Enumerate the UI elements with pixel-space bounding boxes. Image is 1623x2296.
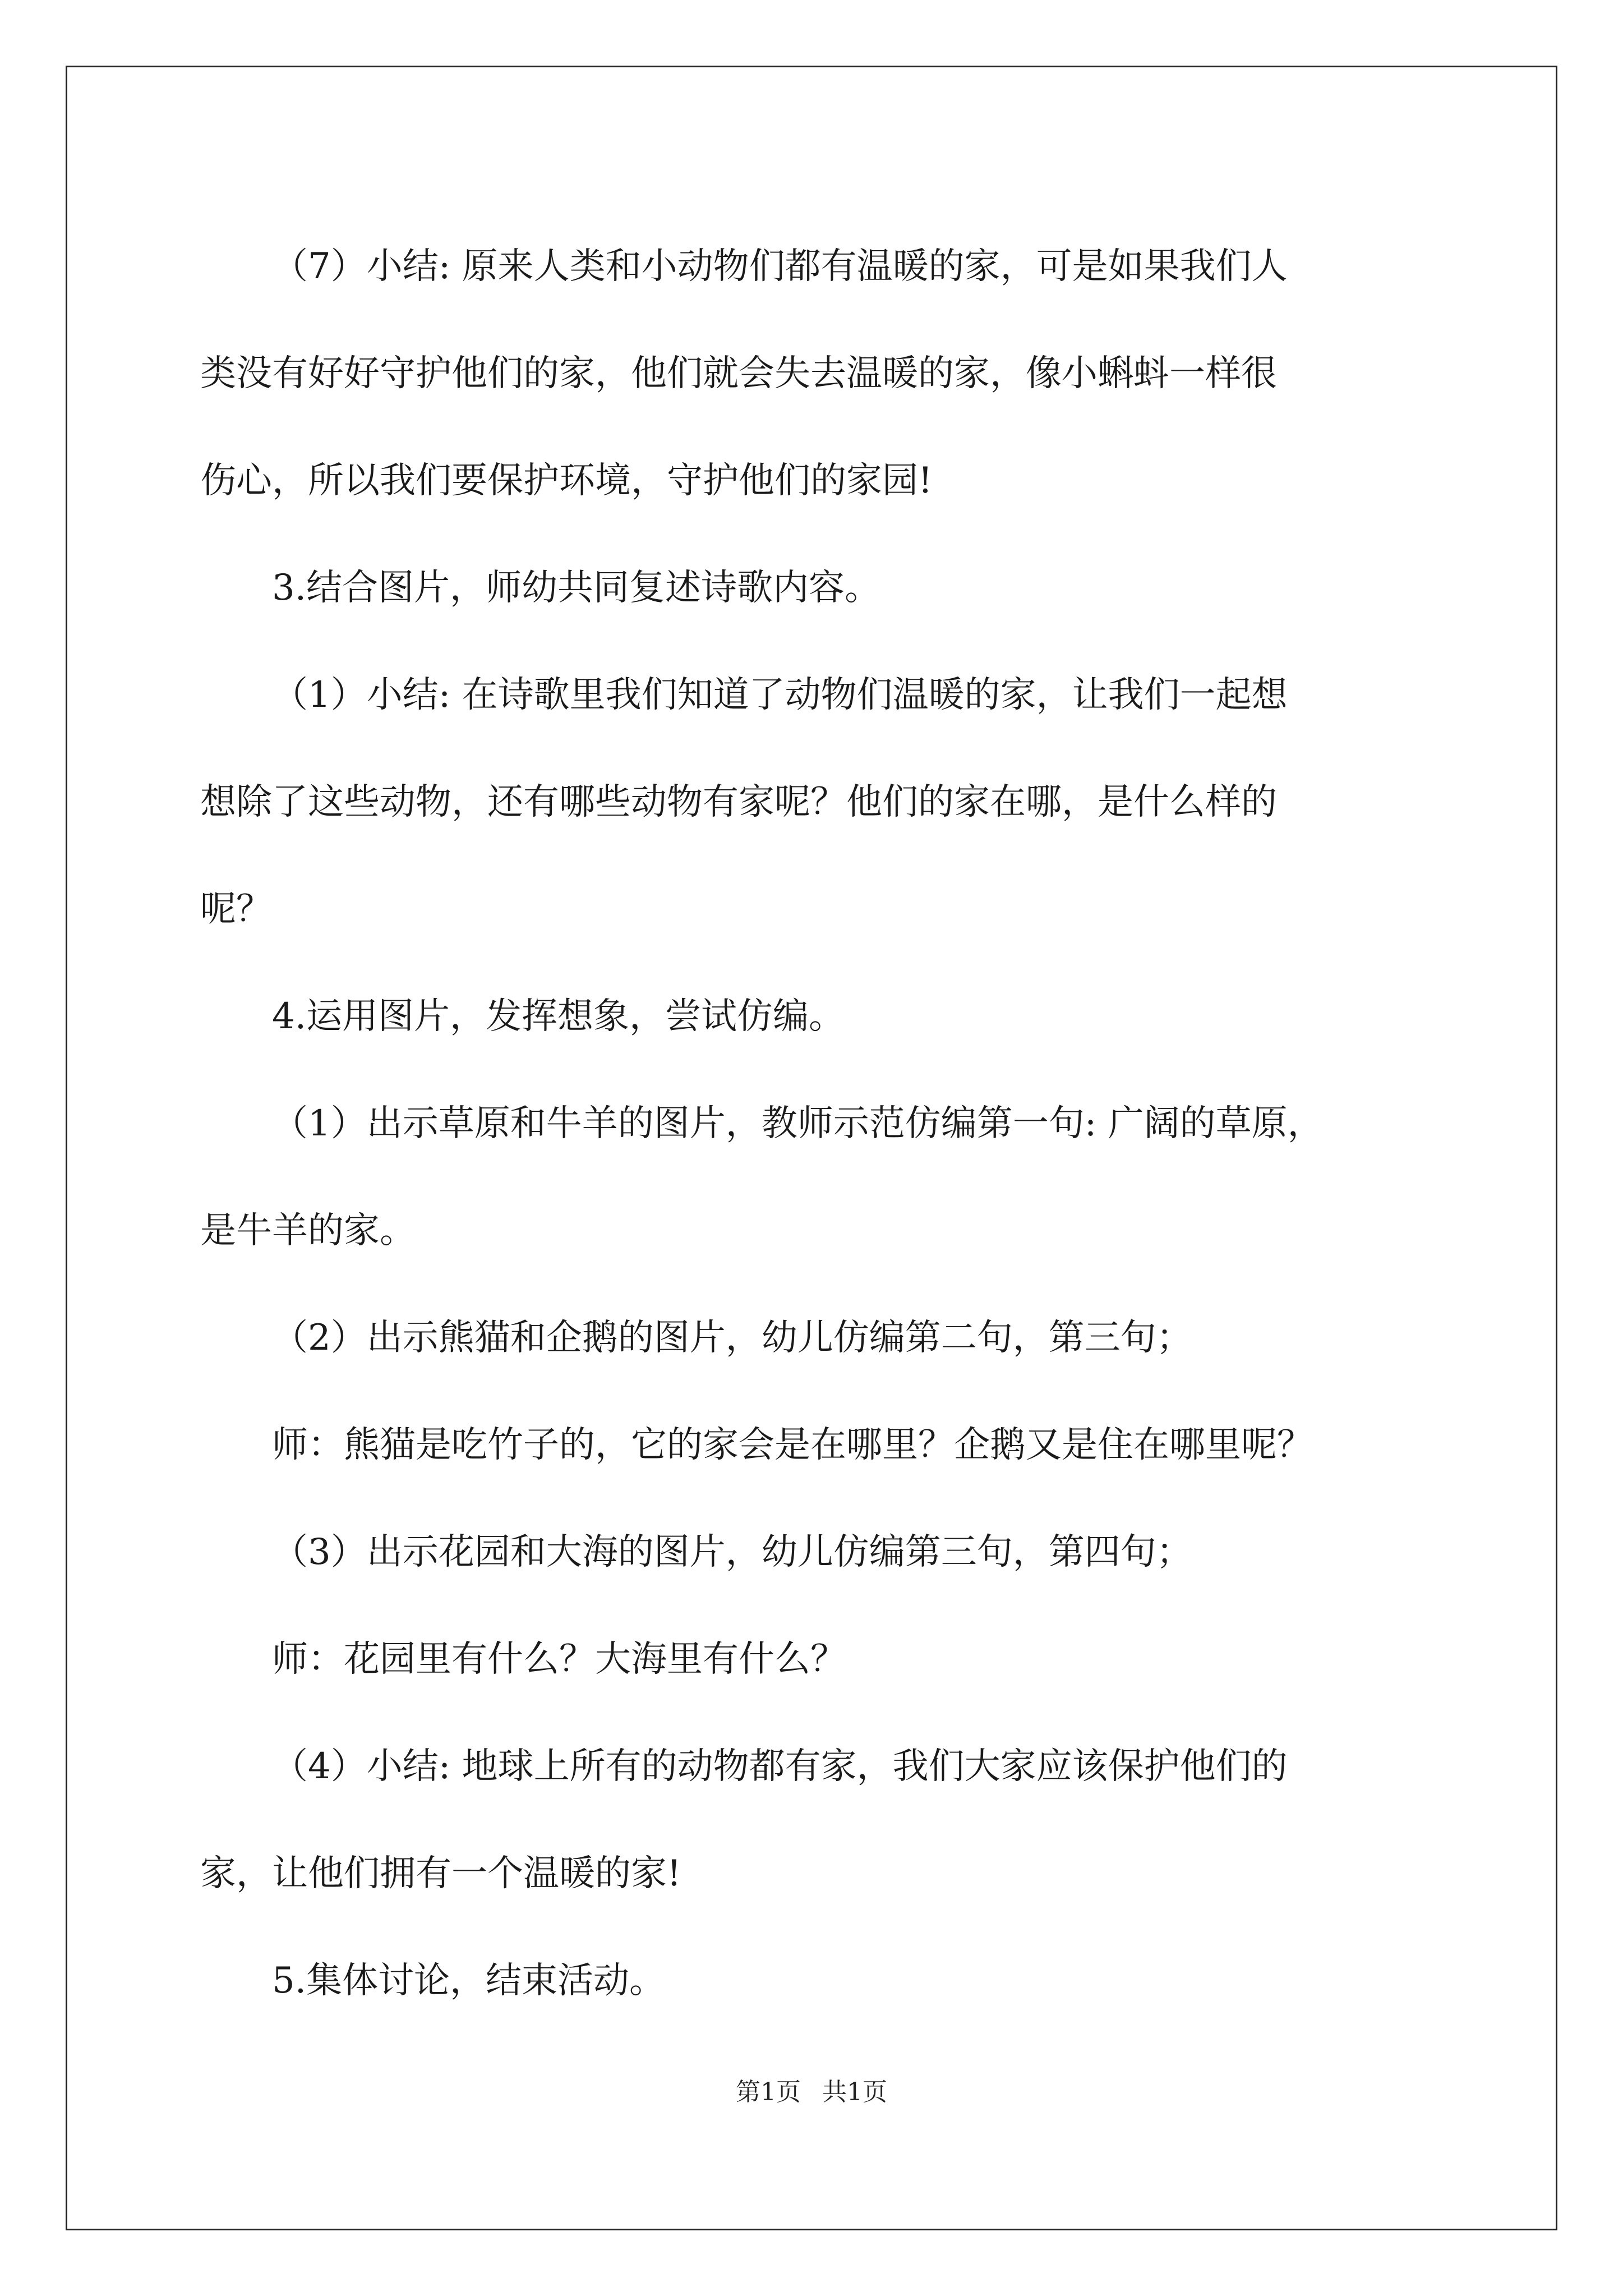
paragraph [200, 1392, 1434, 1499]
text-line: 呢？ [200, 889, 272, 930]
text-line: 想除了这些动物，还有哪些动物有家呢？他们的家在哪，是什么样的 [200, 781, 1277, 823]
paragraph [200, 1606, 1434, 1713]
paragraph [200, 535, 1434, 642]
text-line: 伤心，所以我们要保护环境，守护他们的家园! [200, 460, 933, 501]
text-line: 师：花园里有什么？大海里有什么？ [272, 1639, 846, 1680]
text-line: 5.集体讨论，结束活动。 [272, 1960, 666, 2001]
paragraph [200, 213, 1434, 535]
text-line: 是牛羊的家。 [200, 1210, 416, 1251]
text-line: 类没有好好守护他们的家，他们就会失去温暖的家，像小蝌蚪一样很 [200, 353, 1277, 394]
paragraph [200, 642, 1434, 963]
text-line: （7）小结: 原来人类和小动物们都有温暖的家，可是如果我们人 [272, 246, 1288, 287]
text-line: 师：熊猫是吃竹子的，它的家会是在哪里？企鹅又是住在哪里呢？ [272, 1424, 1313, 1466]
paragraph [200, 1070, 1434, 1285]
paragraph [200, 963, 1434, 1070]
paragraph [200, 1713, 1434, 1927]
text-line: （3）出示花园和大海的图片，幼儿仿编第三句，第四句； [272, 1531, 1192, 1573]
text-line: （1）出示草原和牛羊的图片，教师示范仿编第一句: 广阔的草原， [272, 1103, 1324, 1144]
text-line: 3.结合图片，师幼共同复述诗歌内容。 [272, 567, 881, 609]
page-footer [0, 2076, 1623, 2109]
page-total: 共1页 [822, 2078, 887, 2106]
document-body [200, 213, 1434, 2035]
paragraph [200, 1499, 1434, 1606]
text-line: （2）出示熊猫和企鹅的图片，幼儿仿编第二句，第三句； [272, 1317, 1192, 1359]
text-line: 家，让他们拥有一个温暖的家! [200, 1853, 681, 1894]
paragraph [200, 1927, 1434, 2035]
paragraph [200, 1285, 1434, 1392]
text-line: （4）小结: 地球上所有的动物都有家，我们大家应该保护他们的 [272, 1746, 1288, 1787]
text-line: （1）小结: 在诗歌里我们知道了动物们温暖的家，让我们一起想 [272, 674, 1288, 716]
page-number: 第1页 [736, 2078, 801, 2106]
text-line: 4.运用图片，发挥想象，尝试仿编。 [272, 996, 845, 1037]
